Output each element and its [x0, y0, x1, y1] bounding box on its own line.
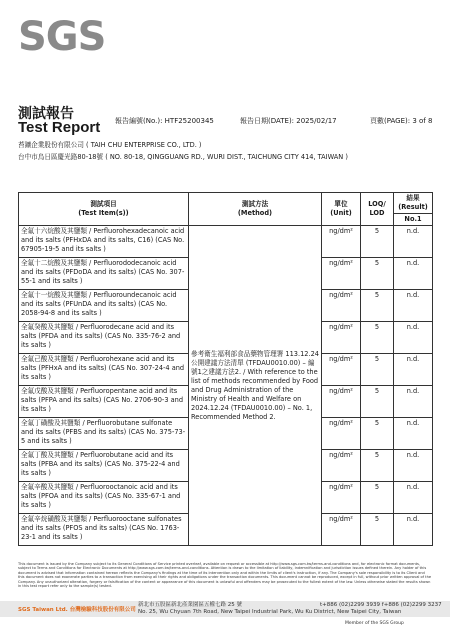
header-test-item: 測試項目 (Test Item(s)): [19, 193, 189, 226]
cell-unit: ng/dm²: [322, 418, 361, 450]
cell-test-item: 全氟戊酸及其鹽類 / Perfluoropentane acid and its salts (PFPA and its salts) (CAS No. 2706-90-3 and its salts ): [19, 386, 189, 418]
sgs-logo: [18, 12, 113, 58]
member-of-group: Member of the SGS Group: [345, 621, 404, 626]
header-method: 測試方法 (Method): [189, 193, 322, 226]
cell-test-item: 全氟十一烷酸及其鹽類 / Perfluoroundecanoic acid and its salts (PFUnDA and its salts) (CAS No. 2058-94-8 and its salts ): [19, 290, 189, 322]
cell-test-item: 全氟十六烷酸及其鹽類 / Perfluorohexadecanoic acid and its salts (PFHxDA and its salts, C16) (CAS No. 67905-19-5 and its salts ): [19, 226, 189, 258]
cell-unit: ng/dm²: [322, 322, 361, 354]
cell-unit: ng/dm²: [322, 290, 361, 322]
cell-result: n.d.: [394, 450, 433, 482]
footer-phone: t+886 (02)2299 3939 f+886 (02)2299 3237: [320, 602, 442, 608]
report-date: 報告日期(DATE): 2025/02/17: [240, 117, 337, 125]
cell-unit: ng/dm²: [322, 354, 361, 386]
cell-test-item: 全氟己酸及其鹽類 / Perfluorohexane acid and its salts (PFHxA and its salts) (CAS No. 307-24-4 and its salts ): [19, 354, 189, 386]
report-title-en: Test Report: [18, 119, 101, 136]
report-title-zh: 測試報告: [18, 106, 74, 122]
cell-unit: ng/dm²: [322, 514, 361, 546]
cell-unit: ng/dm²: [322, 482, 361, 514]
footer-company: SGS Taiwan Ltd. 台灣檢驗科技股份有限公司: [18, 607, 136, 613]
cell-result: n.d.: [394, 482, 433, 514]
cell-loq: 5: [361, 482, 394, 514]
cell-loq: 5: [361, 418, 394, 450]
cell-test-item: 全氟丁酸及其鹽類 / Perfluorobutane acid and its salts (PFBA and its salts) (CAS No. 375-22-4 and its salts ): [19, 450, 189, 482]
legal-disclaimer: This document is issued by the Company subject to its General Conditions of Service printed overleaf, available on request or accessible at http://www.sgs.com.tw/terms-and-conditions and, for electronic format documents, subject to Terms and Conditions for Electronic Documents at http://www.sgs.com.tw/terms-and-conditions. Attention is drawn to the limitation of liability, indemnification and jurisdiction issues defined therein. Any holder of this document is advised that information contained hereon reflects the Company's findings at the time of its intervention only and within the limits of client's instruction, if any. The Company's sole responsibility is to its Client and this document does not exonerate parties to a transaction from exercising all their rights and obligations under the transaction documents. This document cannot be reproduced, except in full, without prior written approval of the Company. Any unauthorized alteration, forgery or falsification of the content or appearance of this document is unlawful and offenders may be prosecuted to the fullest extent of the law. Unless otherwise stated the results shown in this test report refer only to the sample(s) tested.: [18, 562, 432, 589]
cell-result: n.d.: [394, 386, 433, 418]
cell-result: n.d.: [394, 226, 433, 258]
cell-test-item: 全氟辛烷磺酸及其鹽類 / Perfluorooctane sulfonates and its salts (PFOS and its salts) (CAS No. 1763-23-1 and its salts ): [19, 514, 189, 546]
results-table: [18, 192, 433, 546]
footer-address-en: No. 25, Wu Chyuan 7th Road, New Taipei Industrial Park, Wu Ku District, New Taipei City, Taiwan: [138, 609, 402, 615]
cell-test-item: 全氟十二烷酸及其鹽類 / Perfluorododecanoic acid and its salts (PFDoDA and its salts) (CAS No. 307-55-1 and its salts ): [19, 258, 189, 290]
cell-result: n.d.: [394, 322, 433, 354]
cell-test-item: 全氟丁磺酸及其鹽類 / Perfluorobutane sulfonate and its salts (PFBS and its salts) (CAS No. 375-73-5 and its salts ): [19, 418, 189, 450]
cell-result: n.d.: [394, 354, 433, 386]
cell-loq: 5: [361, 354, 394, 386]
client-address: 台中市烏日區慶光路80-18號 ( NO. 80-18, QINGGUANG RD., WURI DIST., TAICHUNG CITY 414, TAIWAN ): [18, 153, 348, 161]
page-number: 頁數(PAGE): 3 of 8: [370, 117, 433, 125]
cell-unit: ng/dm²: [322, 258, 361, 290]
cell-test-item: 全氟癸酸及其鹽類 / Perfluorodecane acid and its salts (PFDA and its salts) (CAS No. 335-76-2 and its salts ): [19, 322, 189, 354]
cell-test-item: 全氟辛酸及其鹽類 / Perfluorooctanoic acid and its salts (PFOA and its salts) (CAS No. 335-67-1 and its salts ): [19, 482, 189, 514]
footer-address-zh: 新北市五股區新北產業園區五權七路 25 號: [138, 602, 242, 608]
client-name: 苔鑛企業股份有限公司 ( TAIH CHU ENTERPRISE CO., LTD. ): [18, 141, 202, 149]
cell-result: n.d.: [394, 290, 433, 322]
cell-loq: 5: [361, 258, 394, 290]
cell-unit: ng/dm²: [322, 450, 361, 482]
sgs-logo-text: SGS: [18, 14, 106, 58]
cell-method: 參考衛生福利部食品藥物管理署 113.12.24公開建議方法清單 (TFDAU0010.00) – 編號1之建議方法2. / With reference to the list of methods recommended by Food and Drug Administration of the Ministry of Health and Welfare on 2024.12.24 (TFDAU0010.00) – No. 1, Recommended Method 2.: [189, 226, 322, 546]
header-sample-no: No.1: [394, 214, 433, 226]
header-unit: 單位 (Unit): [322, 193, 361, 226]
header-result: 結果 (Result): [394, 193, 433, 214]
cell-result: n.d.: [394, 514, 433, 546]
cell-result: n.d.: [394, 258, 433, 290]
cell-loq: 5: [361, 226, 394, 258]
cell-loq: 5: [361, 450, 394, 482]
report-number: 報告編號(No.): HTF25200345: [115, 117, 214, 125]
cell-loq: 5: [361, 322, 394, 354]
header-loq: LOQ/ LOD: [361, 193, 394, 226]
cell-loq: 5: [361, 290, 394, 322]
cell-loq: 5: [361, 514, 394, 546]
cell-loq: 5: [361, 386, 394, 418]
table-row: [19, 226, 433, 258]
cell-unit: ng/dm²: [322, 226, 361, 258]
cell-result: n.d.: [394, 418, 433, 450]
cell-unit: ng/dm²: [322, 386, 361, 418]
